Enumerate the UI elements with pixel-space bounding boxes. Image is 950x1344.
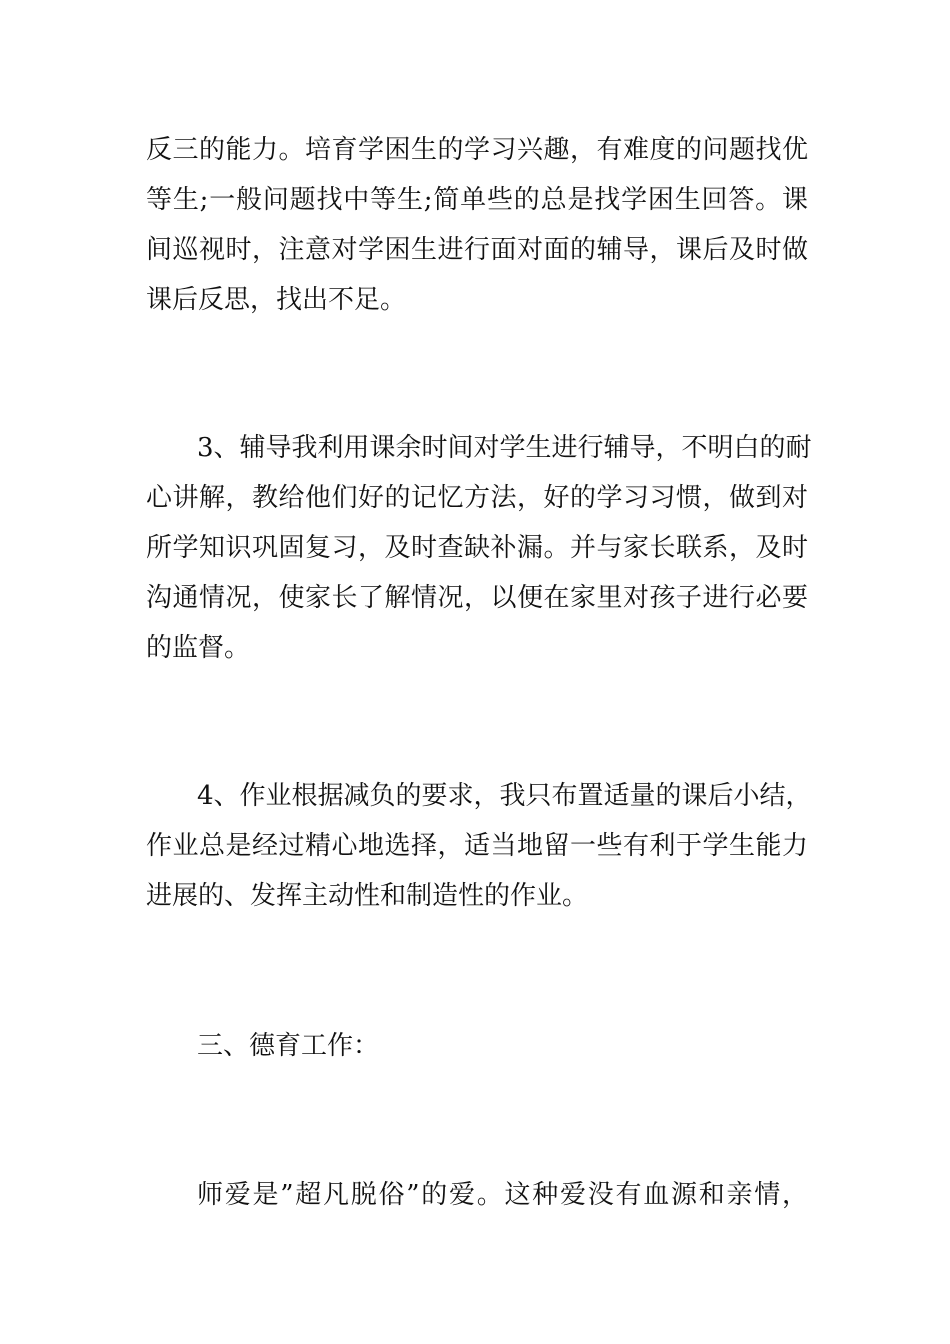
paragraph-line: 进展的、发挥主动性和制造性的作业。 (146, 881, 589, 911)
paragraph-line: 课后反思，找出不足。 (146, 285, 407, 315)
paragraph-line: 师爱是”超凡脱俗”的爱。这种爱没有血源和亲情， (197, 1180, 808, 1210)
paragraph-line: 4、作业根据减负的要求，我只布置适量的课后小结， (197, 781, 812, 811)
paragraph-line: 3、辅导我利用课余时间对学生进行辅导，不明白的耐 (197, 433, 812, 463)
section-heading: 三、德育工作： (197, 1031, 380, 1061)
paragraph-line: 沟通情况，使家长了解情况，以便在家里对孩子进行必要 (146, 583, 808, 613)
paragraph-line: 等生;一般问题找中等生;简单些的总是找学困生回答。课 (146, 185, 808, 215)
paragraph-line: 作业总是经过精心地选择，适当地留一些有利于学生能力 (146, 831, 808, 861)
paragraph-line: 间巡视时，注意对学困生进行面对面的辅导，课后及时做 (146, 235, 808, 265)
paragraph-line: 的监督。 (146, 633, 251, 663)
paragraph-line: 心讲解，教给他们好的记忆方法，好的学习习惯，做到对 (146, 483, 808, 513)
paragraph-line: 反三的能力。培育学困生的学习兴趣，有难度的问题找优 (146, 135, 808, 165)
paragraph-line: 所学知识巩固复习，及时查缺补漏。并与家长联系，及时 (146, 533, 808, 563)
